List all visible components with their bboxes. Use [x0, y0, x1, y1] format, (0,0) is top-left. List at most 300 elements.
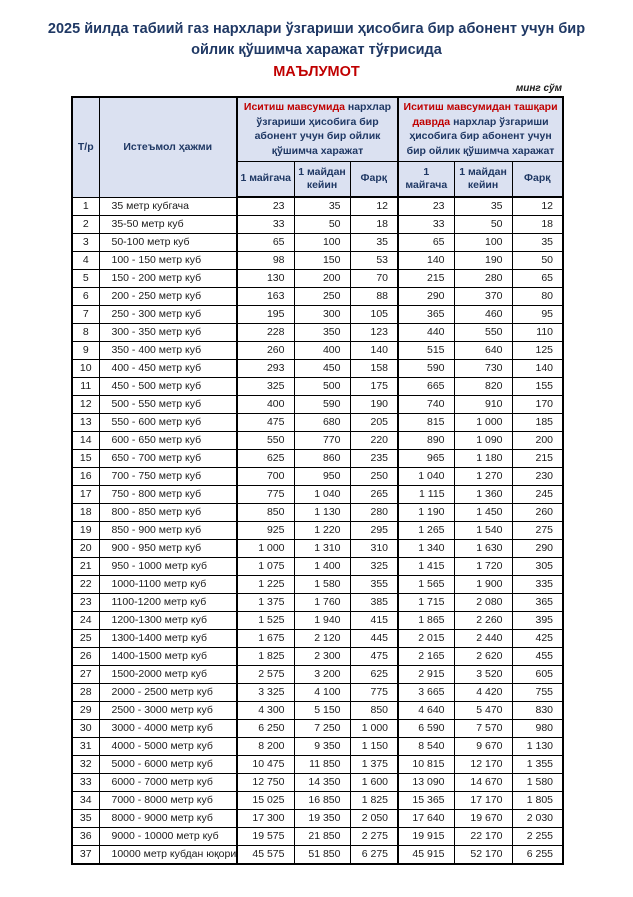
cost-value: 395 — [512, 612, 563, 630]
cost-value: 105 — [350, 306, 398, 324]
consumption-volume: 150 - 200 метр куб — [99, 270, 237, 288]
non-heating-season-highlight: Иситиш мавсумидан ташқари даврда — [403, 101, 558, 128]
row-number: 7 — [72, 306, 99, 324]
consumption-volume: 4000 - 5000 метр куб — [99, 738, 237, 756]
table-row — [72, 360, 563, 378]
cost-value: 130 — [237, 270, 294, 288]
cost-value: 1 190 — [398, 504, 454, 522]
row-number: 32 — [72, 756, 99, 774]
cost-value: 590 — [398, 360, 454, 378]
row-number: 30 — [72, 720, 99, 738]
cost-value: 400 — [294, 342, 350, 360]
table-body — [72, 197, 563, 864]
cost-value: 700 — [237, 468, 294, 486]
cost-value: 9 350 — [294, 738, 350, 756]
cost-value: 19 915 — [398, 828, 454, 846]
cost-value: 500 — [294, 378, 350, 396]
cost-value: 19 575 — [237, 828, 294, 846]
cost-value: 185 — [512, 414, 563, 432]
row-number: 11 — [72, 378, 99, 396]
cost-value: 35 — [294, 197, 350, 216]
cost-value: 235 — [350, 450, 398, 468]
cost-value: 4 100 — [294, 684, 350, 702]
row-number: 21 — [72, 558, 99, 576]
cost-value: 18 — [512, 216, 563, 234]
consumption-volume: 100 - 150 метр куб — [99, 252, 237, 270]
page-title — [20, 19, 613, 61]
cost-value: 1 340 — [398, 540, 454, 558]
cost-value: 2 165 — [398, 648, 454, 666]
cost-value: 12 — [512, 197, 563, 216]
page-title-line2: ойлик қўшимча харажат тўғрисида — [191, 42, 442, 59]
table-row — [72, 486, 563, 504]
cost-value: 1 400 — [294, 558, 350, 576]
cost-value: 475 — [350, 648, 398, 666]
cost-value: 325 — [350, 558, 398, 576]
cost-value: 1 150 — [350, 738, 398, 756]
cost-value: 260 — [237, 342, 294, 360]
cost-value: 370 — [454, 288, 512, 306]
row-number: 28 — [72, 684, 99, 702]
cost-value: 280 — [454, 270, 512, 288]
row-number: 16 — [72, 468, 99, 486]
cost-value: 51 850 — [294, 846, 350, 865]
cost-value: 23 — [398, 197, 454, 216]
cost-value: 365 — [398, 306, 454, 324]
row-number: 31 — [72, 738, 99, 756]
cost-value: 140 — [398, 252, 454, 270]
cost-value: 80 — [512, 288, 563, 306]
cost-value: 163 — [237, 288, 294, 306]
header-group-row — [72, 97, 563, 161]
cost-value: 1 580 — [294, 576, 350, 594]
table-row — [72, 612, 563, 630]
cost-value: 95 — [512, 306, 563, 324]
cost-value: 65 — [237, 234, 294, 252]
row-number: 19 — [72, 522, 99, 540]
table-row — [72, 684, 563, 702]
cost-value: 190 — [350, 396, 398, 414]
cost-value: 305 — [512, 558, 563, 576]
row-number: 4 — [72, 252, 99, 270]
cost-value: 12 — [350, 197, 398, 216]
cost-value: 1 265 — [398, 522, 454, 540]
cost-value: 8 200 — [237, 738, 294, 756]
cost-value: 455 — [512, 648, 563, 666]
cost-value: 98 — [237, 252, 294, 270]
cost-value: 45 915 — [398, 846, 454, 865]
cost-value: 445 — [350, 630, 398, 648]
row-number: 23 — [72, 594, 99, 612]
cost-value: 400 — [237, 396, 294, 414]
cost-value: 230 — [512, 468, 563, 486]
cost-value: 280 — [350, 504, 398, 522]
row-number: 37 — [72, 846, 99, 865]
page-subtitle: МАЪЛУМОТ — [273, 64, 360, 81]
consumption-volume: 450 - 500 метр куб — [99, 378, 237, 396]
consumption-volume: 200 - 250 метр куб — [99, 288, 237, 306]
row-number: 22 — [72, 576, 99, 594]
cost-value: 190 — [454, 252, 512, 270]
cost-value: 17 640 — [398, 810, 454, 828]
cost-value: 1 825 — [237, 648, 294, 666]
cost-value: 3 520 — [454, 666, 512, 684]
consumption-volume: 50-100 метр куб — [99, 234, 237, 252]
cost-value: 605 — [512, 666, 563, 684]
column-group-heating-season — [237, 97, 398, 161]
cost-value: 1 225 — [237, 576, 294, 594]
cost-value: 1 115 — [398, 486, 454, 504]
table-row — [72, 702, 563, 720]
cost-value: 1 130 — [294, 504, 350, 522]
table-row — [72, 720, 563, 738]
cost-value: 450 — [294, 360, 350, 378]
table-row — [72, 468, 563, 486]
cost-value: 1 270 — [454, 468, 512, 486]
cost-value: 100 — [454, 234, 512, 252]
cost-value: 52 170 — [454, 846, 512, 865]
cost-value: 2 275 — [350, 828, 398, 846]
cost-value: 158 — [350, 360, 398, 378]
cost-value: 215 — [512, 450, 563, 468]
cost-value: 290 — [512, 540, 563, 558]
row-number: 26 — [72, 648, 99, 666]
cost-value: 275 — [512, 522, 563, 540]
cost-value: 775 — [237, 486, 294, 504]
table-row — [72, 396, 563, 414]
consumption-volume: 1200-1300 метр куб — [99, 612, 237, 630]
heating-season-highlight: Иситиш мавсумида — [243, 101, 345, 114]
cost-value: 740 — [398, 396, 454, 414]
cost-value: 50 — [454, 216, 512, 234]
cost-value: 1 540 — [454, 522, 512, 540]
cost-value: 260 — [512, 504, 563, 522]
table-row — [72, 306, 563, 324]
consumption-volume: 1100-1200 метр куб — [99, 594, 237, 612]
cost-value: 1 000 — [454, 414, 512, 432]
subcolumn-non-heating-difference: Фарқ — [512, 161, 563, 197]
page-title-line1: 2025 йилда табиий газ нархлари ўзгариши ҳисобига бир абонент учун бир — [47, 21, 586, 37]
table-row — [72, 630, 563, 648]
cost-value: 88 — [350, 288, 398, 306]
cost-value: 550 — [237, 432, 294, 450]
table-row — [72, 828, 563, 846]
table-row — [72, 342, 563, 360]
cost-value: 35 — [350, 234, 398, 252]
table-row — [72, 252, 563, 270]
table-row — [72, 234, 563, 252]
cost-value: 775 — [350, 684, 398, 702]
cost-value: 35 — [454, 197, 512, 216]
cost-value: 440 — [398, 324, 454, 342]
table-row — [72, 414, 563, 432]
table-row — [72, 432, 563, 450]
cost-value: 625 — [237, 450, 294, 468]
consumption-volume: 2500 - 3000 метр куб — [99, 702, 237, 720]
cost-value: 45 575 — [237, 846, 294, 865]
table-row — [72, 756, 563, 774]
cost-value: 12 170 — [454, 756, 512, 774]
row-number: 24 — [72, 612, 99, 630]
cost-value: 2 255 — [512, 828, 563, 846]
cost-value: 1 040 — [398, 468, 454, 486]
cost-value: 50 — [294, 216, 350, 234]
cost-value: 350 — [294, 324, 350, 342]
row-number: 3 — [72, 234, 99, 252]
cost-value: 6 250 — [237, 720, 294, 738]
subcolumn-non-heating-before-may: 1 майгача — [398, 161, 454, 197]
consumption-volume: 850 - 900 метр куб — [99, 522, 237, 540]
cost-value: 1 580 — [512, 774, 563, 792]
cost-value: 8 540 — [398, 738, 454, 756]
consumption-volume: 35-50 метр куб — [99, 216, 237, 234]
cost-value: 5 150 — [294, 702, 350, 720]
row-number: 13 — [72, 414, 99, 432]
row-number: 14 — [72, 432, 99, 450]
cost-value: 3 325 — [237, 684, 294, 702]
row-number: 34 — [72, 792, 99, 810]
row-number: 33 — [72, 774, 99, 792]
cost-value: 19 350 — [294, 810, 350, 828]
cost-value: 35 — [512, 234, 563, 252]
table-row — [72, 324, 563, 342]
table-row — [72, 576, 563, 594]
table-row — [72, 378, 563, 396]
table-row — [72, 792, 563, 810]
cost-value: 1 825 — [350, 792, 398, 810]
cost-value: 33 — [398, 216, 454, 234]
table-row — [72, 666, 563, 684]
consumption-volume: 2000 - 2500 метр куб — [99, 684, 237, 702]
cost-value: 1 310 — [294, 540, 350, 558]
row-number: 17 — [72, 486, 99, 504]
cost-value: 7 250 — [294, 720, 350, 738]
cost-value: 3 200 — [294, 666, 350, 684]
consumption-volume: 550 - 600 метр куб — [99, 414, 237, 432]
cost-value: 1 900 — [454, 576, 512, 594]
cost-value: 1 375 — [350, 756, 398, 774]
table-header — [72, 97, 563, 197]
consumption-volume: 1500-2000 метр куб — [99, 666, 237, 684]
cost-value: 2 260 — [454, 612, 512, 630]
cost-value: 1 600 — [350, 774, 398, 792]
cost-value: 1 375 — [237, 594, 294, 612]
cost-value: 1 220 — [294, 522, 350, 540]
cost-value: 1 525 — [237, 612, 294, 630]
cost-value: 13 090 — [398, 774, 454, 792]
consumption-volume: 750 - 800 метр куб — [99, 486, 237, 504]
row-number: 9 — [72, 342, 99, 360]
cost-value: 325 — [237, 378, 294, 396]
cost-value: 23 — [237, 197, 294, 216]
table-row — [72, 774, 563, 792]
cost-value: 665 — [398, 378, 454, 396]
cost-value: 850 — [237, 504, 294, 522]
table-row — [72, 540, 563, 558]
cost-value: 1 040 — [294, 486, 350, 504]
cost-value: 950 — [294, 468, 350, 486]
cost-value: 1 805 — [512, 792, 563, 810]
cost-value: 6 275 — [350, 846, 398, 865]
cost-value: 1 715 — [398, 594, 454, 612]
column-header-index: Т/р — [72, 97, 99, 197]
cost-value: 140 — [512, 360, 563, 378]
cost-value: 205 — [350, 414, 398, 432]
cost-value: 2 440 — [454, 630, 512, 648]
table-row — [72, 216, 563, 234]
cost-value: 300 — [294, 306, 350, 324]
cost-value: 730 — [454, 360, 512, 378]
cost-value: 460 — [454, 306, 512, 324]
cost-value: 250 — [294, 288, 350, 306]
cost-value: 1 360 — [454, 486, 512, 504]
cost-value: 6 590 — [398, 720, 454, 738]
cost-value: 293 — [237, 360, 294, 378]
cost-value: 265 — [350, 486, 398, 504]
consumption-volume: 1300-1400 метр куб — [99, 630, 237, 648]
row-number: 25 — [72, 630, 99, 648]
row-number: 5 — [72, 270, 99, 288]
row-number: 18 — [72, 504, 99, 522]
cost-value: 415 — [350, 612, 398, 630]
cost-value: 550 — [454, 324, 512, 342]
cost-value: 19 670 — [454, 810, 512, 828]
consumption-volume: 700 - 750 метр куб — [99, 468, 237, 486]
consumption-volume: 6000 - 7000 метр куб — [99, 774, 237, 792]
subcolumn-heating-before-may: 1 майгача — [237, 161, 294, 197]
cost-value: 1 000 — [350, 720, 398, 738]
cost-value: 290 — [398, 288, 454, 306]
cost-value: 14 350 — [294, 774, 350, 792]
cost-value: 4 420 — [454, 684, 512, 702]
cost-value: 70 — [350, 270, 398, 288]
cost-value: 200 — [294, 270, 350, 288]
cost-value: 1 075 — [237, 558, 294, 576]
cost-value: 335 — [512, 576, 563, 594]
cost-value: 1 415 — [398, 558, 454, 576]
cost-value: 850 — [350, 702, 398, 720]
cost-value: 965 — [398, 450, 454, 468]
row-number: 29 — [72, 702, 99, 720]
consumption-volume: 500 - 550 метр куб — [99, 396, 237, 414]
cost-value: 2 050 — [350, 810, 398, 828]
cost-value: 7 570 — [454, 720, 512, 738]
subcolumn-heating-after-may: 1 майдан кейин — [294, 161, 350, 197]
cost-value: 215 — [398, 270, 454, 288]
cost-value: 1 675 — [237, 630, 294, 648]
consumption-volume: 300 - 350 метр куб — [99, 324, 237, 342]
cost-value: 820 — [454, 378, 512, 396]
cost-value: 100 — [294, 234, 350, 252]
row-number: 1 — [72, 197, 99, 216]
consumption-volume: 35 метр кубгача — [99, 197, 237, 216]
cost-value: 140 — [350, 342, 398, 360]
cost-value: 1 720 — [454, 558, 512, 576]
consumption-volume: 400 - 450 метр куб — [99, 360, 237, 378]
cost-value: 1 865 — [398, 612, 454, 630]
cost-value: 50 — [512, 252, 563, 270]
cost-value: 33 — [237, 216, 294, 234]
cost-value: 980 — [512, 720, 563, 738]
heating-season-rest: нархлар ўзгариши ҳисобига бир абонент учун бир ойлик қўшимча харажат — [254, 101, 392, 158]
cost-value: 2 915 — [398, 666, 454, 684]
table-row — [72, 738, 563, 756]
cost-value: 640 — [454, 342, 512, 360]
cost-value: 1 090 — [454, 432, 512, 450]
cost-value: 2 620 — [454, 648, 512, 666]
cost-value: 123 — [350, 324, 398, 342]
table-row — [72, 810, 563, 828]
cost-value: 590 — [294, 396, 350, 414]
row-number: 20 — [72, 540, 99, 558]
cost-value: 2 120 — [294, 630, 350, 648]
cost-value: 18 — [350, 216, 398, 234]
cost-value: 815 — [398, 414, 454, 432]
row-number: 8 — [72, 324, 99, 342]
cost-value: 65 — [398, 234, 454, 252]
non-heating-season-rest: нархлар ўзгариши ҳисобига бир абонент учун бир ойлик қўшимча харажат — [406, 115, 555, 158]
cost-value: 2 575 — [237, 666, 294, 684]
cost-value: 53 — [350, 252, 398, 270]
row-number: 6 — [72, 288, 99, 306]
cost-value: 2 300 — [294, 648, 350, 666]
consumption-volume: 800 - 850 метр куб — [99, 504, 237, 522]
table-row — [72, 450, 563, 468]
cost-value: 770 — [294, 432, 350, 450]
cost-value: 125 — [512, 342, 563, 360]
row-number: 12 — [72, 396, 99, 414]
cost-value: 16 850 — [294, 792, 350, 810]
consumption-volume: 7000 - 8000 метр куб — [99, 792, 237, 810]
cost-value: 170 — [512, 396, 563, 414]
cost-value: 365 — [512, 594, 563, 612]
cost-value: 625 — [350, 666, 398, 684]
consumption-volume: 650 - 700 метр куб — [99, 450, 237, 468]
cost-value: 10 815 — [398, 756, 454, 774]
cost-value: 3 665 — [398, 684, 454, 702]
table-row — [72, 648, 563, 666]
row-number: 15 — [72, 450, 99, 468]
cost-value: 195 — [237, 306, 294, 324]
consumption-volume: 1400-1500 метр куб — [99, 648, 237, 666]
cost-value: 245 — [512, 486, 563, 504]
consumption-volume: 3000 - 4000 метр куб — [99, 720, 237, 738]
table-row — [72, 504, 563, 522]
table-row — [72, 197, 563, 216]
cost-value: 15 025 — [237, 792, 294, 810]
table-row — [72, 522, 563, 540]
consumption-volume: 8000 - 9000 метр куб — [99, 810, 237, 828]
cost-value: 22 170 — [454, 828, 512, 846]
cost-value: 680 — [294, 414, 350, 432]
cost-value: 1 940 — [294, 612, 350, 630]
cost-value: 2 015 — [398, 630, 454, 648]
cost-value: 200 — [512, 432, 563, 450]
cost-value: 228 — [237, 324, 294, 342]
table-row — [72, 288, 563, 306]
cost-value: 890 — [398, 432, 454, 450]
consumption-volume: 950 - 1000 метр куб — [99, 558, 237, 576]
row-number: 36 — [72, 828, 99, 846]
column-group-non-heating-season — [398, 97, 563, 161]
cost-value: 925 — [237, 522, 294, 540]
unit-note: минг сўм — [515, 83, 562, 95]
cost-value: 155 — [512, 378, 563, 396]
table-row — [72, 558, 563, 576]
cost-value: 250 — [350, 468, 398, 486]
cost-value: 15 365 — [398, 792, 454, 810]
cost-value: 1 355 — [512, 756, 563, 774]
